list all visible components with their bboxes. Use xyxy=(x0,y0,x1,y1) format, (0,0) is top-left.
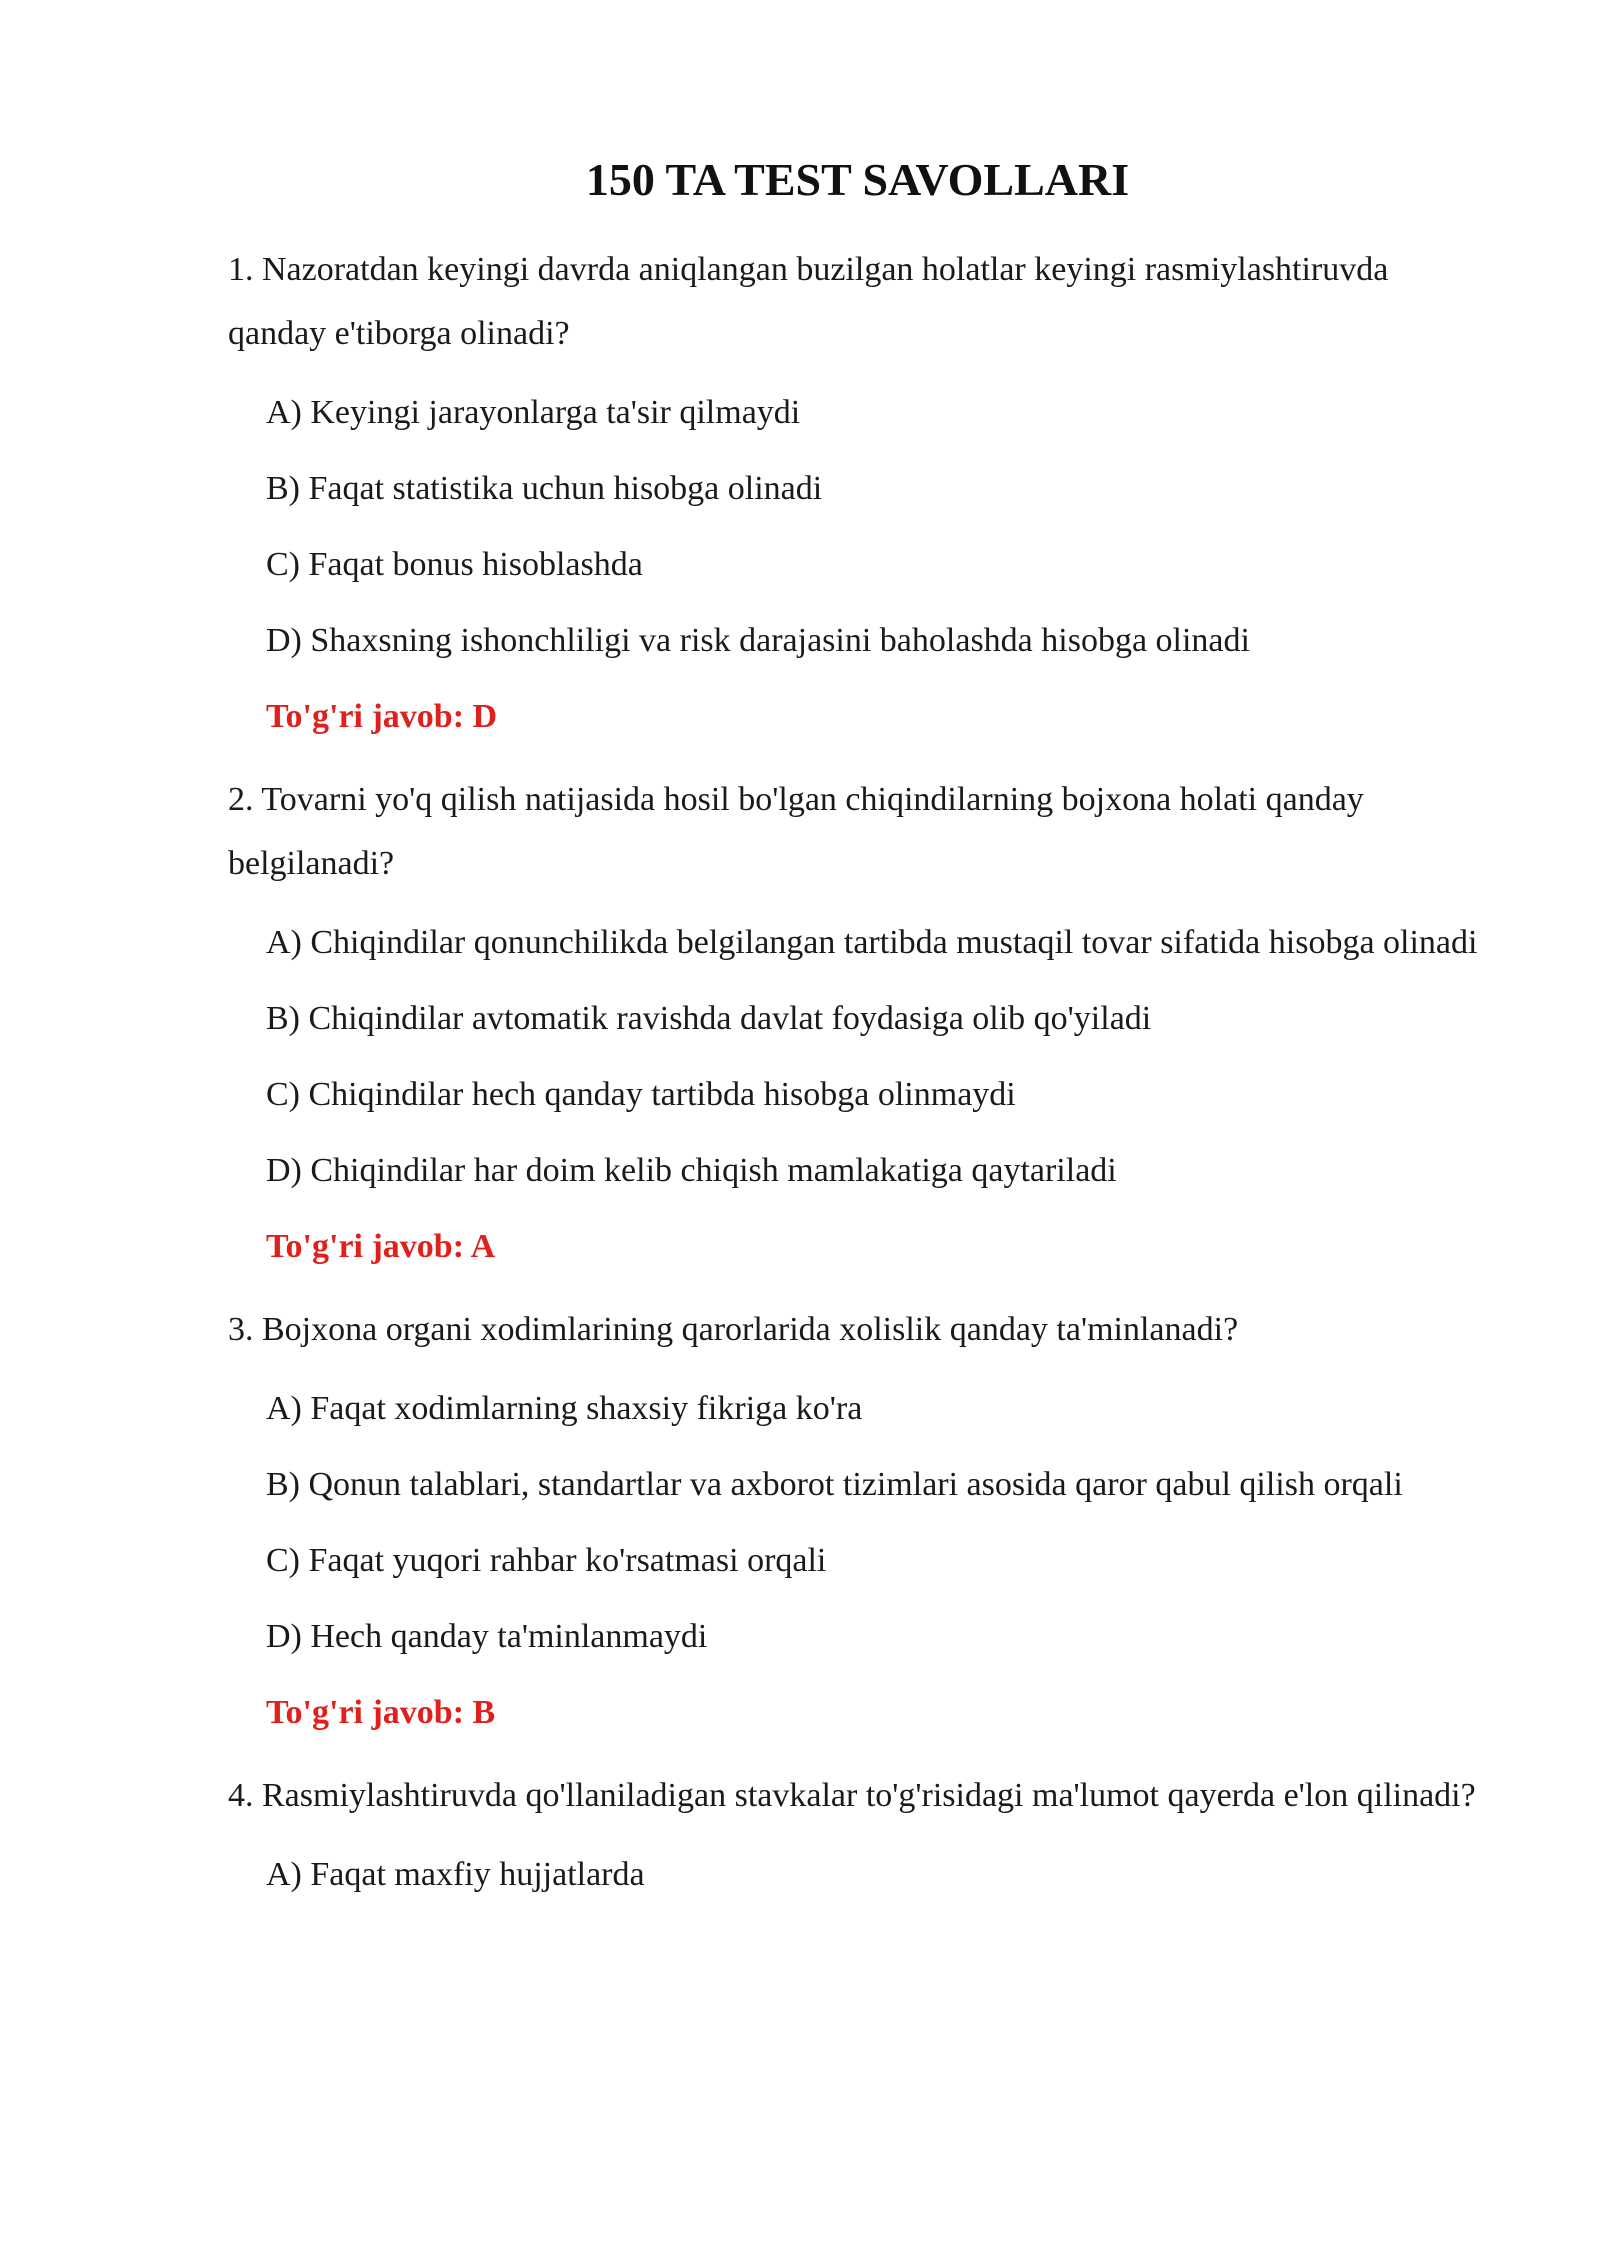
option-c: C) Chiqindilar hech qanday tartibda hisobga olinmaydi xyxy=(266,1076,1016,1113)
answer-options xyxy=(228,1384,1490,1662)
answer-options xyxy=(228,1850,1490,1900)
question-4 xyxy=(228,1764,1490,1900)
question-text: 3. Bojxona organi xodimlarining qarorlarida xolislik qanday ta'minlanadi? xyxy=(228,1311,1239,1348)
question-text: 1. Nazoratdan keyingi davrda aniqlangan buzilgan holatlar keyingi rasmiylashtiruvda qanday e'tiborga olinadi? xyxy=(228,251,1389,352)
option-b: B) Faqat statistika uchun hisobga olinadi xyxy=(266,470,823,507)
option-a: A) Faqat maxfiy hujjatlarda xyxy=(266,1856,645,1893)
option-b: B) Chiqindilar avtomatik ravishda davlat foydasiga olib qo'yiladi xyxy=(266,1000,1152,1037)
option-a: A) Faqat xodimlarning shaxsiy fikriga ko'ra xyxy=(266,1390,863,1427)
correct-answer: To'g'ri javob: A xyxy=(266,1228,496,1265)
correct-answer: To'g'ri javob: B xyxy=(266,1694,496,1731)
question-1 xyxy=(228,238,1490,742)
question-3 xyxy=(228,1298,1490,1738)
answer-options xyxy=(228,388,1490,666)
option-d: D) Chiqindilar har doim kelib chiqish mamlakatiga qaytariladi xyxy=(266,1152,1117,1189)
option-c: C) Faqat yuqori rahbar ko'rsatmasi orqali xyxy=(266,1542,827,1579)
option-d: D) Shaxsning ishonchliligi va risk darajasini baholashda hisobga olinadi xyxy=(266,622,1250,659)
option-a: A) Keyingi jarayonlarga ta'sir qilmaydi xyxy=(266,394,801,431)
question-text: 4. Rasmiylashtiruvda qo'llaniladigan stavkalar to'g'risidagi ma'lumot qayerda e'lon qilinadi? xyxy=(228,1777,1476,1814)
question-2 xyxy=(228,768,1490,1272)
answer-options xyxy=(228,918,1490,1196)
page-title: 150 TA TEST SAVOLLARI xyxy=(585,154,1130,205)
option-c: C) Faqat bonus hisoblashda xyxy=(266,546,643,583)
question-list xyxy=(228,238,1490,1926)
option-a: A) Chiqindilar qonunchilikda belgilangan tartibda mustaqil tovar sifatida hisobga olinadi xyxy=(266,924,1478,961)
correct-answer: To'g'ri javob: D xyxy=(266,698,498,735)
question-text: 2. Tovarni yo'q qilish natijasida hosil bo'lgan chiqindilarning bojxona holati qanday belgilanadi? xyxy=(228,781,1364,882)
option-b: B) Qonun talablari, standartlar va axborot tizimlari asosida qaror qabul qilish orqali xyxy=(266,1466,1403,1503)
option-d: D) Hech qanday ta'minlanmaydi xyxy=(266,1618,708,1655)
